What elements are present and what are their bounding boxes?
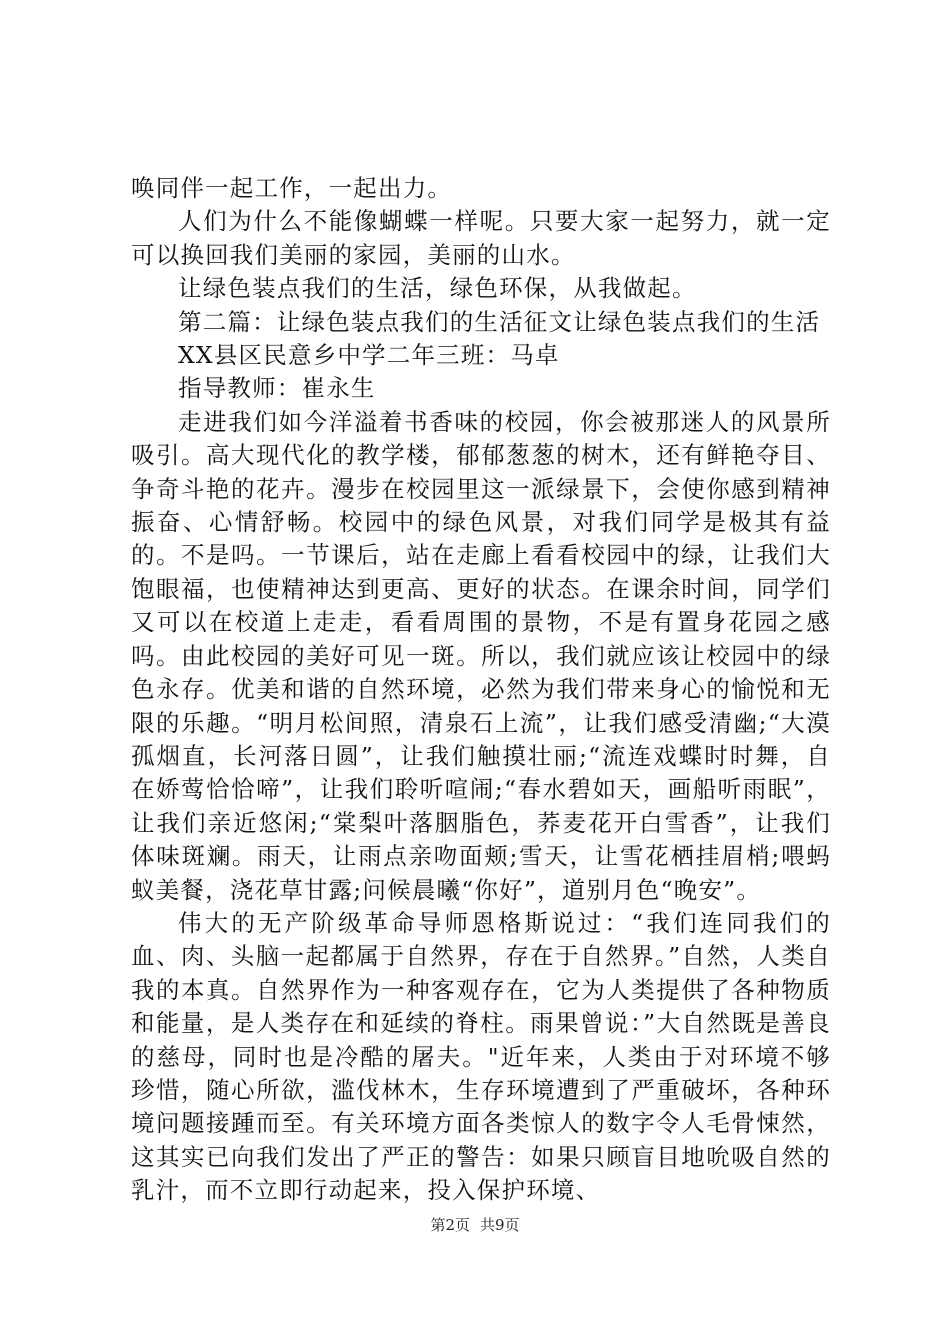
paragraph: 人们为什么不能像蝴蝶一样呢。只要大家一起努力，就一定可以换回我们美丽的家园，美丽的山水。 bbox=[131, 207, 831, 269]
paragraph: 伟大的无产阶级革命导师恩格斯说过：“我们连同我们的血、肉、头脑一起都属于自然界，存在于自然界。”自然，人类自我的本真。自然界作为一种客观存在，它为人类提供了各种物质和能量，是人类存在和延续的脊柱。雨果曾说：”大自然既是善良的慈母，同时也是冷酷的屠夫。"近年来，人类由于对环境不够珍惜，随心所欲，滥伐林木，生存环境遭到了严重破坏，各种环境问题接踵而至。有关环境方面各类惊人的数字令人毛骨悚然，这其实已向我们发出了严正的警告：如果只顾盲目地吮吸自然的乳汁，而不立即行动起来，投入保护环境、 bbox=[131, 908, 831, 1205]
page-total: 共9页 bbox=[480, 1216, 520, 1234]
page-footer bbox=[0, 1214, 950, 1235]
page-number: 第2页 bbox=[430, 1216, 470, 1234]
paragraph: 唤同伴一起工作，一起出力。 bbox=[131, 174, 453, 202]
document-body bbox=[131, 172, 831, 1208]
paragraph: 让绿色装点我们的生活，绿色环保，从我做起。 bbox=[178, 274, 697, 303]
section-heading: 第二篇：让绿色装点我们的生活征文让绿色装点我们的生活 bbox=[178, 307, 821, 336]
author-line: XX县区民意乡中学二年三班：马卓 bbox=[178, 341, 560, 370]
teacher-line: 指导教师：崔永生 bbox=[178, 374, 376, 403]
paragraph: 走进我们如今洋溢着书香味的校园，你会被那迷人的风景所吸引。高大现代化的教学楼，郁郁葱葱的树木，还有鲜艳夺目、争奇斗艳的花卉。漫步在校园里这一派绿景下，会使你感到精神振奋、心情舒畅。校园中的绿色风景，对我们同学是极其有益的。不是吗。一节课后，站在走廊上看看校园中的绿，让我们大饱眼福，也使精神达到更高、更好的状态。在课余时间，同学们又可以在校道上走走，看看周围的景物，不是有置身花园之感吗。由此校园的美好可见一斑。所以，我们就应该让校园中的绿色永存。优美和谐的自然环境，必然为我们带来身心的愉悦和无限的乐趣。“明月松间照，清泉石上流”，让我们感受清幽;“大漠孤烟直，长河落日圆”，让我们触摸壮丽;“流连戏蝶时时舞，自在娇莺恰恰啼”，让我们聆听喧闹;“春水碧如天，画船听雨眠”，让我们亲近悠闲;“棠梨叶落胭脂色，荞麦花开白雪香”，让我们体味斑斓。雨天，让雨点亲吻面颊;雪天，让雪花栖挂眉梢;喂蚂蚁美餐，浇花草甘露;问候晨曦“你好”，道别月色“晚安”。 bbox=[131, 407, 831, 904]
